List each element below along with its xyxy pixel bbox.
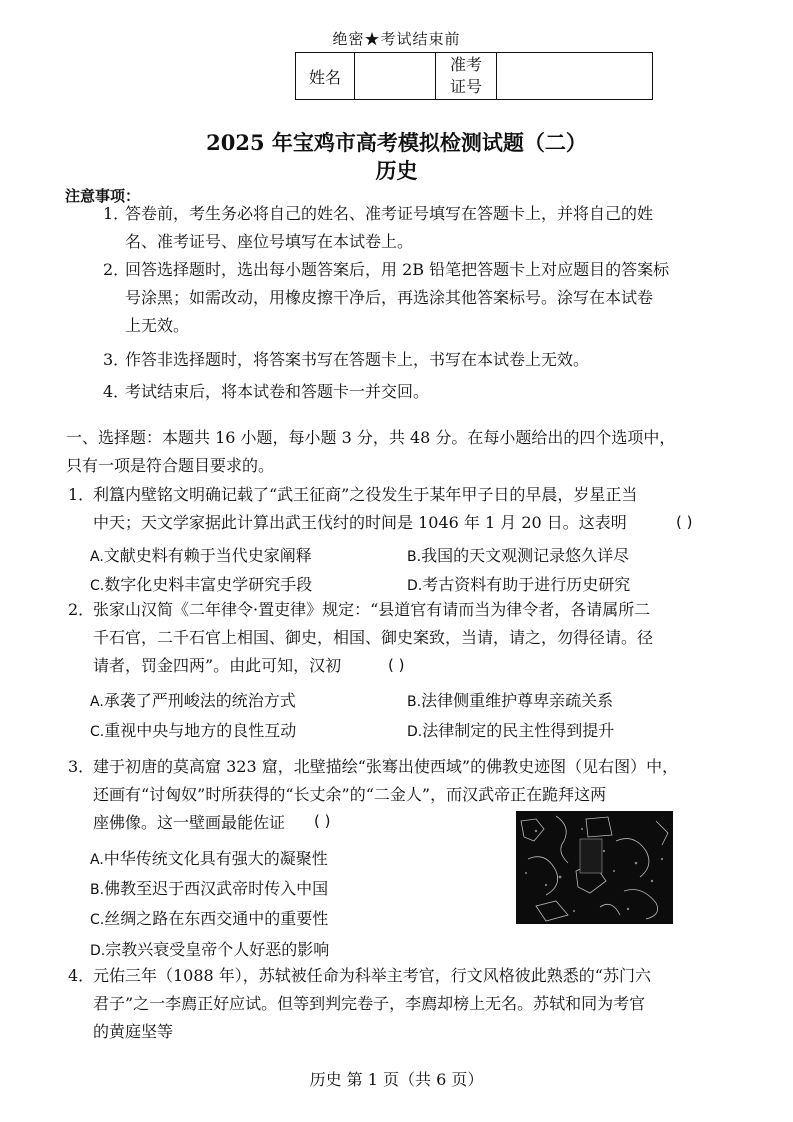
notice-1-line-1: 答卷前，考生务必将自己的姓名、准考证号填写在答题卡上，并将自己的姓 bbox=[125, 204, 654, 223]
question-3-number: 3． bbox=[68, 757, 95, 776]
question-3-line-3: 座佛像。这一壁画最能佐证 bbox=[93, 813, 286, 832]
question-2-answer-parens: ( ) bbox=[388, 656, 405, 674]
question-3-line-1: 建于初唐的莫高窟 323 窟，北壁描绘“张骞出使西域”的佛教史迹图（见右图）中， bbox=[93, 757, 679, 776]
notice-2-line-1: 回答选择题时，选出每小题答案后，用 2B 铅笔把答题卡上对应题目的答案标 bbox=[125, 260, 670, 279]
exam-title: 2025 年宝鸡市高考模拟检测试题（二） bbox=[206, 130, 587, 155]
question-1-line-2: 中天；天文学家据此计算出武王伐纣的时间是 1046 年 1 月 20 日。这表明 bbox=[93, 513, 627, 532]
candidate-info-box bbox=[295, 52, 653, 100]
name-field[interactable] bbox=[355, 53, 436, 100]
notice-1-number: 1． bbox=[103, 204, 130, 223]
question-3-option-a[interactable]: A.中华传统文化具有强大的凝聚性 bbox=[90, 849, 328, 868]
confidential-mark: 绝密★考试结束前 bbox=[332, 30, 461, 48]
question-1-option-d[interactable]: D.考古资料有助于进行历史研究 bbox=[407, 575, 631, 594]
section-instruction-line-1: 一、选择题：本题共 16 小题，每小题 3 分，共 48 分。在每小题给出的四个选项中， bbox=[66, 428, 676, 447]
question-1-option-c[interactable]: C.数字化史料丰富史学研究手段 bbox=[90, 575, 313, 594]
question-1-line-1: 利簋内壁铭文明确记载了“武王征商”之役发生于某年甲子日的早晨，岁星正当 bbox=[93, 485, 638, 504]
question-4-line-3: 的黄庭坚等 bbox=[93, 1022, 174, 1041]
notice-1-line-2: 名、准考证号、座位号填写在本试卷上。 bbox=[125, 232, 414, 251]
section-instruction-line-2: 只有一项是符合题目要求的。 bbox=[66, 456, 275, 475]
notice-4-line-1: 考试结束后，将本试卷和答题卡一并交回。 bbox=[125, 382, 430, 401]
question-1-answer-parens: ( ) bbox=[676, 513, 693, 531]
page-footer: 历史 第 1 页（共 6 页） bbox=[309, 1070, 484, 1089]
question-2-line-2: 千石官，二千石官上相国、御史，相国、御史案致，当请，请之，勿得径请。径 bbox=[93, 628, 654, 647]
question-3-option-b[interactable]: B.佛教至迟于西汉武帝时传入中国 bbox=[90, 879, 329, 898]
question-2-option-c[interactable]: C.重视中央与地方的良性互动 bbox=[90, 721, 297, 740]
question-1-number: 1． bbox=[68, 485, 95, 504]
subject-title: 历史 bbox=[375, 158, 418, 183]
notice-2-line-2: 号涂黑；如需改动，用橡皮擦干净后，再选涂其他答案标号。涂写在本试卷 bbox=[125, 288, 654, 307]
notice-2-line-3: 上无效。 bbox=[125, 316, 190, 335]
question-2-line-3: 请者，罚金四两”。由此可知，汉初 bbox=[93, 656, 342, 675]
exam-id-field[interactable] bbox=[497, 53, 653, 100]
notice-heading: 注意事项： bbox=[65, 187, 141, 205]
question-3-option-d[interactable]: D.宗教兴衰受皇帝个人好恶的影响 bbox=[90, 940, 330, 959]
question-3-line-2: 还画有“讨匈奴”时所获得的“长丈余”的“二金人”，而汉武帝正在跪拜这两 bbox=[93, 785, 607, 804]
notice-3-number: 3． bbox=[103, 350, 130, 369]
question-1-option-a[interactable]: A.文献史料有赖于当代史家阐释 bbox=[90, 546, 312, 565]
question-2-line-1: 张家山汉简《二年律令·置吏律》规定：“县道官有请而当为律令者，各请属所二 bbox=[93, 600, 651, 619]
exam-id-label-line2: 证号 bbox=[449, 77, 482, 96]
question-2-number: 2． bbox=[68, 600, 95, 619]
question-2-option-d[interactable]: D.法律制定的民主性得到提升 bbox=[407, 721, 615, 740]
name-label: 姓名 bbox=[296, 53, 355, 100]
mogao-cave-mural-image bbox=[516, 811, 673, 924]
question-4-line-2: 君子”之一李廌正好应试。但等到判完卷子，李廌却榜上无名。苏轼和同为考官 bbox=[93, 994, 646, 1013]
question-4-line-1: 元佑三年（1088 年），苏轼被任命为科举主考官，行文风格彼此熟悉的“苏门六 bbox=[93, 966, 651, 985]
question-3-option-c[interactable]: C.丝绸之路在东西交通中的重要性 bbox=[90, 909, 329, 928]
exam-id-label bbox=[436, 53, 497, 100]
question-2-option-a[interactable]: A.承袭了严刑峻法的统治方式 bbox=[90, 691, 296, 710]
exam-id-label-line1: 准考 bbox=[449, 55, 482, 74]
notice-2-number: 2． bbox=[103, 260, 130, 279]
question-3-answer-parens: ( ) bbox=[314, 812, 331, 830]
mural-illustration bbox=[516, 811, 673, 924]
question-4-number: 4． bbox=[68, 966, 95, 985]
question-2-option-b[interactable]: B.法律侧重维护尊卑亲疏关系 bbox=[407, 691, 614, 710]
notice-4-number: 4． bbox=[103, 382, 130, 401]
notice-3-line-1: 作答非选择题时，将答案书写在答题卡上，书写在本试卷上无效。 bbox=[125, 350, 590, 369]
question-1-option-b[interactable]: B.我国的天文观测记录悠久详尽 bbox=[407, 546, 630, 565]
